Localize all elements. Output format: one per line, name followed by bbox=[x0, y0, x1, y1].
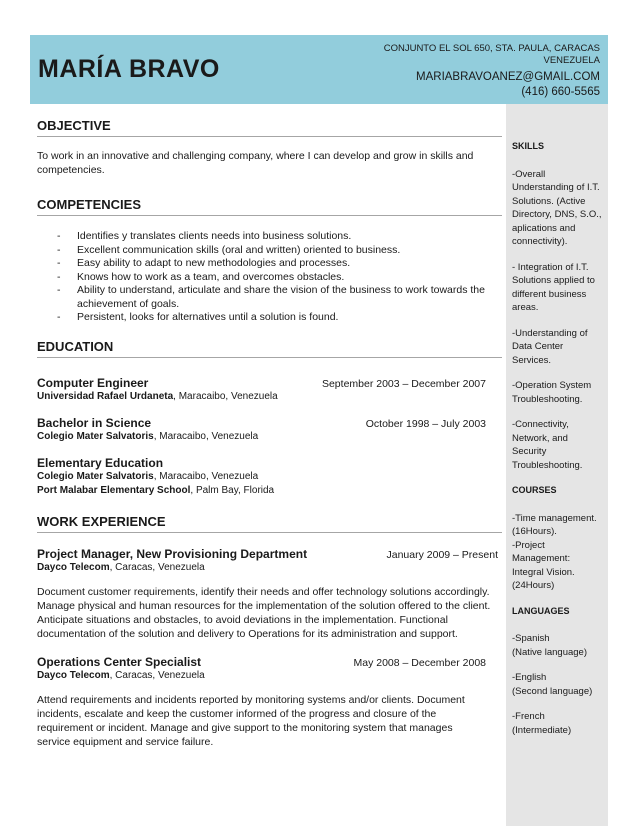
skill-item: -Operation System Troubleshooting. bbox=[512, 380, 592, 405]
job-title: Project Manager, New Provisioning Department bbox=[37, 546, 308, 561]
address-line-2: VENEZUELA bbox=[543, 55, 600, 66]
competency-item: - Knows how to work as a team, and overcomes obstacles. bbox=[57, 271, 502, 285]
job-title: Operations Center Specialist bbox=[37, 654, 202, 669]
work-entry bbox=[37, 655, 502, 749]
job-description: Attend requirements and incidents reported by monitoring systems and/or clients. Document incidents, escalate and keep the customer informed of the progress and closure of the requirement or incident. Manage and give support to the monitoring system that manages service equipment and service failure. bbox=[37, 693, 465, 748]
competency-item: - Easy ability to adapt to new methodologies and processes. bbox=[57, 257, 502, 271]
candidate-name: MARÍA BRAVO bbox=[38, 55, 220, 83]
skills-heading: SKILLS bbox=[512, 141, 545, 151]
degree-title: Bachelor in Science bbox=[37, 415, 152, 430]
job-date: January 2009 – Present bbox=[386, 548, 498, 561]
education-date: October 1998 – July 2003 bbox=[365, 417, 486, 430]
competencies-heading: COMPETENCIES bbox=[37, 197, 502, 216]
language-item: -Spanish (Native language) bbox=[512, 633, 587, 658]
company-line: Dayco Telecom, Caracas, Venezuela bbox=[37, 669, 205, 681]
language-item: -English (Second language) bbox=[512, 672, 593, 697]
courses-heading: COURSES bbox=[512, 485, 557, 495]
degree-title: Elementary Education bbox=[37, 455, 164, 470]
education-heading: EDUCATION bbox=[37, 339, 502, 358]
objective-heading: OBJECTIVE bbox=[37, 118, 502, 137]
course-item: -Project Management: Integral Vision. (24Hours) bbox=[512, 539, 575, 591]
work-heading: WORK EXPERIENCE bbox=[37, 514, 502, 533]
school-line: Colegio Mater Salvatoris, Maracaibo, Venezuela bbox=[37, 430, 259, 442]
competencies-list bbox=[57, 230, 502, 325]
course-item: -Time management. (16Hours). bbox=[512, 512, 597, 537]
objective-text: To work in an innovative and challenging company, where I can develop and grow in skills and competencies. bbox=[37, 150, 474, 176]
school-line: Port Malabar Elementary School, Palm Bay, Florida bbox=[37, 484, 275, 496]
skill-item: - Integration of I.T. Solutions applied to different business areas. bbox=[512, 261, 595, 313]
education-entry bbox=[37, 456, 502, 498]
address-line-1: CONJUNTO EL SOL 650, STA. PAULA, CARACAS bbox=[383, 43, 600, 54]
skill-item: -Connectivity, Network, and Security Troubleshooting. bbox=[512, 419, 583, 471]
work-entry bbox=[37, 547, 502, 641]
main-content bbox=[37, 118, 502, 749]
degree-title: Computer Engineer bbox=[37, 375, 149, 390]
education-entry bbox=[37, 376, 502, 404]
sidebar bbox=[506, 104, 608, 826]
phone-number: (416) 660-5565 bbox=[521, 86, 600, 98]
skill-item: -Overall Understanding of I.T. Solutions. (Active Directory, DNS, S.O., aplications and connectivity). bbox=[512, 168, 602, 247]
job-description: Document customer requirements, identify their needs and offer technology solutions accordingly. Manage physical and human resources for the implementation of the solution offered to the client. Anticipate situations and obstacles, to avoid deviations in the implementation. Functional documentation of the solution and delivery to Operations for its administration and support. bbox=[37, 585, 491, 640]
email-link[interactable]: MARIABRAVOANEZ@GMAIL.COM bbox=[416, 71, 600, 83]
job-date: May 2008 – December 2008 bbox=[353, 656, 486, 669]
competency-item: - Excellent communication skills (oral and written) oriented to business. bbox=[57, 244, 502, 258]
education-date: September 2003 – December 2007 bbox=[321, 377, 486, 390]
language-item: -French (Intermediate) bbox=[512, 711, 572, 736]
school-line: Colegio Mater Salvatoris, Maracaibo, Venezuela bbox=[37, 470, 259, 482]
company-line: Dayco Telecom, Caracas, Venezuela bbox=[37, 561, 205, 573]
competency-item: - Persistent, looks for alternatives until a solution is found. bbox=[57, 311, 502, 325]
languages-heading: LANGUAGES bbox=[512, 605, 570, 616]
school-line: Universidad Rafael Urdaneta, Maracaibo, Venezuela bbox=[37, 390, 278, 402]
competency-item: - Ability to understand, articulate and share the vision of the business to work towards the achievement of goals. bbox=[57, 284, 502, 311]
header-banner bbox=[30, 35, 608, 104]
skill-item: -Understanding of Data Center Services. bbox=[512, 327, 588, 366]
competency-item: - Identifies y translates clients needs into business solutions. bbox=[57, 230, 502, 244]
education-entry bbox=[37, 416, 502, 444]
contact-block bbox=[340, 43, 600, 99]
